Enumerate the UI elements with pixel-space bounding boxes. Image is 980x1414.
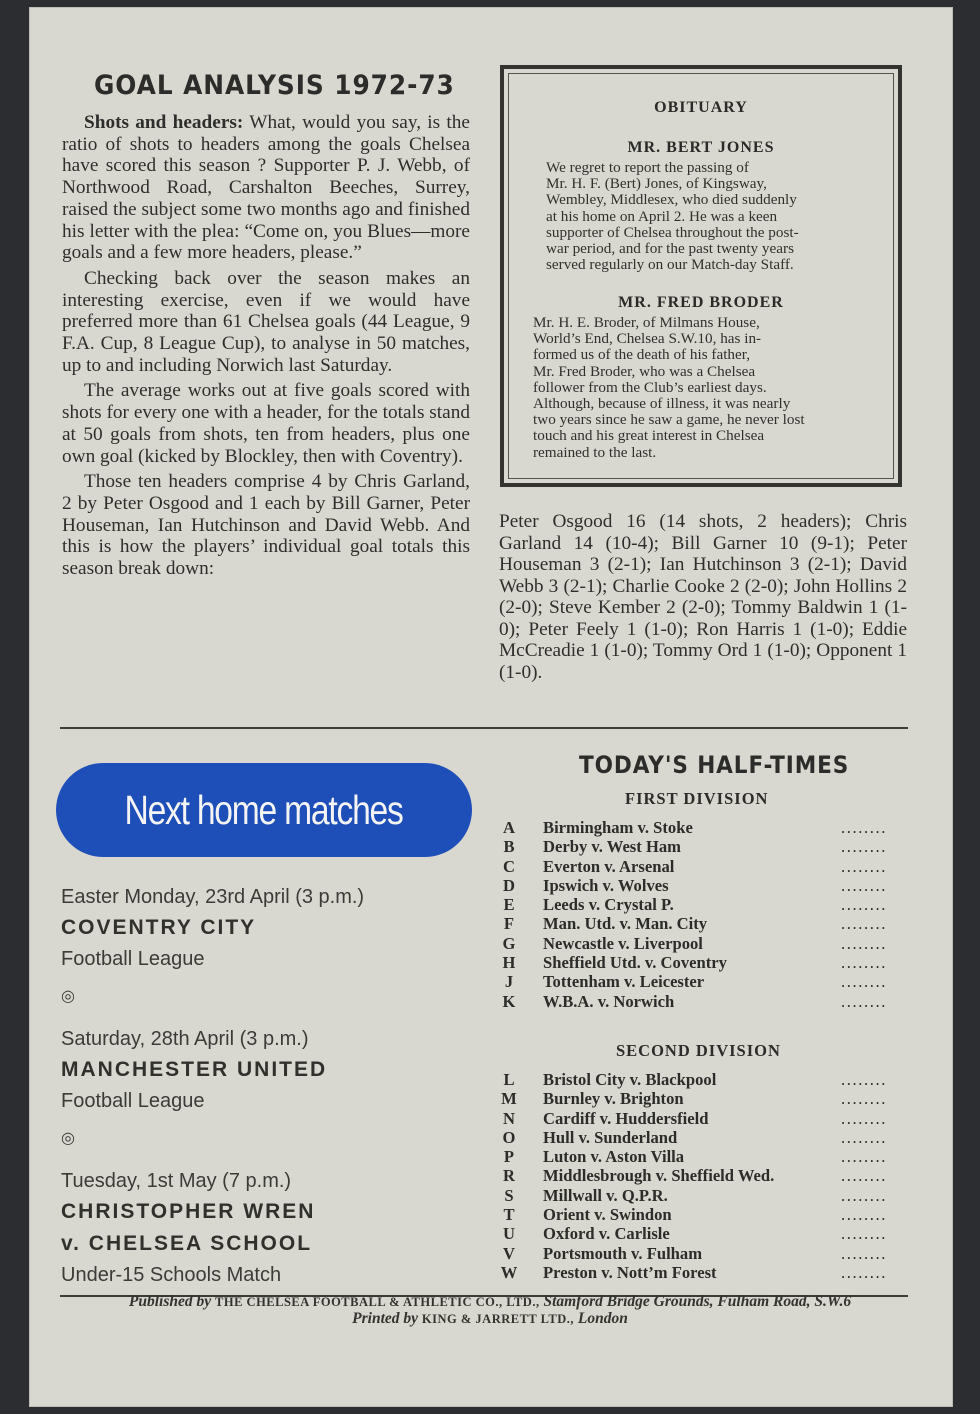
footer-publisher-prefix: Published by (128, 1293, 216, 1310)
footer-publisher (60, 1293, 920, 1311)
fixture-score-blank: ........ (841, 972, 887, 992)
first-division-title: FIRST DIVISION (625, 789, 769, 808)
fixture-match: Bristol City v. Blackpool (543, 1070, 717, 1089)
footer-publisher-address: Stamford Bridge Grounds, Fulham Road, S.W.6 (539, 1293, 852, 1310)
match-opponent: MANCHESTER UNITED (61, 1058, 328, 1081)
obituary-line: Mr. H. E. Broder, of Milmans House, (533, 314, 760, 331)
obituary-line: two years since he saw a game, he never lost (533, 411, 805, 429)
fixture-match: Tottenham v. Leicester (543, 972, 705, 992)
fixture-letter: V (503, 1243, 515, 1263)
fixture-match: Oxford v. Carlisle (543, 1224, 670, 1244)
fixture-letter: D (503, 875, 515, 895)
fixture-row (500, 1070, 920, 1089)
fixture-match: Newcastle v. Liverpool (543, 933, 703, 953)
fixture-match: Leeds v. Crystal P. (543, 895, 674, 915)
fixture-score-blank: ........ (841, 991, 887, 1011)
fixture-score-blank: ........ (841, 1224, 887, 1244)
article-paragraph (62, 112, 470, 264)
obituary-inner-frame (508, 73, 894, 479)
next-home-matches-list (61, 882, 471, 1290)
fixture-match: Orient v. Swindon (543, 1205, 672, 1225)
goal-analysis-title: GOAL ANALYSIS 1972-73 (94, 70, 455, 101)
fixture-row (500, 972, 920, 991)
fixture-row (500, 953, 920, 972)
fixture-letter: F (503, 914, 515, 934)
fixture-match: Ipswich v. Wolves (543, 875, 669, 895)
match-opponent-line2: v. CHELSEA SCHOOL (61, 1232, 313, 1255)
fixture-letter: J (504, 972, 514, 992)
fixture-row (500, 818, 920, 837)
fixture-score-blank: ........ (841, 837, 887, 857)
fixture-row (500, 1186, 920, 1205)
obituary-line: Although, because of illness, it was nearly (533, 395, 791, 413)
fixture-letter: L (503, 1070, 515, 1089)
obituary-line: follower from the Club’s earliest days. (533, 378, 767, 396)
obituary-line: touch and his great interest in Chelsea (533, 427, 765, 445)
fixture-match: Derby v. West Ham (543, 837, 681, 857)
fixture-match: W.B.A. v. Norwich (543, 991, 675, 1011)
fixture-letter: E (503, 895, 515, 915)
fixture-match: Everton v. Arsenal (543, 856, 675, 876)
match-competition: Football League (61, 948, 205, 970)
footer-printer-name: KING & JARRETT LTD., (421, 1312, 574, 1326)
fixture-score-blank: ........ (841, 1262, 887, 1282)
second-division-title: SECOND DIVISION (616, 1041, 781, 1060)
fixture-letter: O (502, 1127, 516, 1147)
fixture-letter: S (504, 1185, 514, 1205)
fixture-score-blank: ........ (841, 1166, 887, 1186)
obituary-title: OBITUARY (654, 99, 748, 116)
article-paragraph: Those ten headers comprise 4 by Chris Garland, 2 by Peter Osgood and 1 each by Bill Garner, Peter Houseman, Ian Hutchinson and David Webb. And this is how the players’ individual goal totals this season break down: (62, 471, 470, 580)
match-separator-icon: ◎ (61, 1130, 75, 1147)
obituary-line: supporter of Chelsea throughout the post- (546, 223, 799, 241)
fixture-letter: H (502, 953, 516, 973)
fixture-match: Portsmouth v. Fulham (543, 1243, 703, 1263)
first-division-fixtures (500, 818, 920, 1011)
fixture-match: Middlesbrough v. Sheffield Wed. (543, 1166, 775, 1186)
obituary-heading-jones: MR. BERT JONES (627, 139, 775, 156)
footer-printer (60, 1310, 920, 1328)
match-date: Easter Monday, 23rd April (3 p.m.) (61, 886, 365, 908)
article-paragraph: Checking back over the season makes an interesting exercise, even if we would have preferred more than 61 Chelsea goals (44 League, 9 F.A. Cup, 8 League Cup), to analyse in 50 matches, up to and including Norwich last Saturday. (62, 267, 470, 376)
fixture-match: Millwall v. Q.P.R. (543, 1185, 668, 1205)
next-home-matches-banner (56, 763, 472, 857)
fixture-letter: P (503, 1147, 515, 1167)
fixture-match: Cardiff v. Huddersfield (543, 1108, 709, 1128)
fixture-row (500, 1128, 920, 1147)
second-division-fixtures (500, 1070, 920, 1282)
match-opponent: COVENTRY CITY (61, 916, 257, 939)
fixture-score-blank: ........ (841, 895, 887, 915)
fixture-score-blank: ........ (841, 875, 887, 895)
obituary-line: World’s End, Chelsea S.W.10, has in- (533, 330, 762, 348)
match-competition: Football League (61, 1090, 205, 1112)
fixture-row (500, 1147, 920, 1166)
fixture-score-blank: ........ (841, 1127, 887, 1147)
fixture-letter: G (502, 933, 516, 953)
fixture-score-blank: ........ (841, 818, 887, 837)
fixture-row (500, 876, 920, 895)
fixture-score-blank: ........ (841, 1147, 887, 1167)
obituary-line: served regularly on our Match-day Staff. (546, 256, 794, 274)
fixture-match: Luton v. Aston Villa (543, 1147, 685, 1167)
article-paragraph: The average works out at five goals scored with shots for every one with a header, for the totals stand at 50 goals from shots, ten from headers, plus one own goal (kicked by Blockley, then with Coventry). (62, 380, 470, 467)
fixture-match: Preston v. Nott’m Forest (543, 1262, 717, 1282)
goal-scorers-list: Peter Osgood 16 (14 shots, 2 headers); Chris Garland 14 (10-4); Bill Garner 10 (9-1); Peter Houseman 3 (2-1); Ian Hutchinson 3 (2-1); David Webb 3 (2-1); Charlie Cooke 2 (2-0); John Hollins 2 (2-0); Steve Kember 2 (2-0); Tommy Baldwin 1 (1-0); Peter Feely 1 (1-0); Ron Harris 1 (1-0); Eddie McCreadie 1 (1-0); Tommy Ord 1 (1-0); Opponent 1 (1-0). (499, 511, 907, 683)
match-opponent: CHRISTOPHER WREN (61, 1200, 316, 1223)
fixture-match: Birmingham v. Stoke (543, 818, 693, 837)
fixture-score-blank: ........ (841, 1185, 887, 1205)
obituary-line: We regret to report the passing of (546, 159, 749, 176)
fixture-row (500, 1224, 920, 1243)
fixture-row (500, 1263, 920, 1282)
fixture-letter: K (502, 991, 516, 1011)
obituary-line: remained to the last. (533, 443, 657, 461)
fixture-letter: R (503, 1166, 515, 1186)
section-divider (60, 727, 908, 729)
fixture-score-blank: ........ (841, 1070, 887, 1089)
fixture-row (500, 934, 920, 953)
obituary-line: war period, and for the past twenty years (546, 240, 794, 258)
programme-page (30, 8, 952, 1406)
fixture-letter: U (503, 1224, 515, 1244)
fixture-row (500, 1109, 920, 1128)
goal-analysis-article (62, 112, 470, 580)
fixture-letter: C (503, 856, 515, 876)
footer-printer-city: London (573, 1310, 628, 1327)
fixture-match: Hull v. Sunderland (543, 1127, 678, 1147)
fixture-score-blank: ........ (841, 1108, 887, 1128)
fixture-letter: N (503, 1108, 515, 1128)
match-separator-icon: ◎ (61, 988, 75, 1005)
obituary-text-broder (533, 315, 879, 461)
fixture-score-blank: ........ (841, 914, 887, 934)
fixture-row (500, 857, 920, 876)
fixture-score-blank: ........ (841, 933, 887, 953)
fixture-score-blank: ........ (841, 856, 887, 876)
fixture-letter: T (503, 1205, 515, 1225)
obituary-heading-broder: MR. FRED BRODER (618, 294, 784, 311)
obituary-text-jones (546, 160, 879, 273)
fixture-match: Man. Utd. v. Man. City (543, 914, 708, 934)
next-home-matches-title: Next home matches (124, 786, 404, 833)
obituary-line: formed us of the death of his father, (533, 346, 751, 364)
fixture-match: Burnley v. Brighton (543, 1089, 684, 1109)
article-text: What, would you say, is the ratio of shots to headers among the goals Chelsea have scored this season ? Supporter P. J. Webb, of Northwood Road, Carshalton Beeches, Surrey, raised the subject some two months ago and finished his letter with the plea: “Come on, you Blues—more goals and a few more headers, please.” (62, 112, 470, 264)
fixture-score-blank: ........ (841, 1205, 887, 1225)
fixture-row (500, 1166, 920, 1185)
fixture-score-blank: ........ (841, 1243, 887, 1263)
fixture-row (500, 837, 920, 856)
fixture-row (500, 1205, 920, 1224)
fixture-letter: M (501, 1089, 517, 1109)
fixture-letter: W (500, 1262, 518, 1282)
obituary-line: at his home on April 2. He was a keen (546, 207, 778, 225)
footer-publisher-name: THE CHELSEA FOOTBALL & ATHLETIC CO., LTD., (215, 1295, 540, 1309)
half-times-title: TODAY'S HALF-TIMES (579, 751, 850, 779)
fixture-letter: B (503, 837, 515, 857)
match-competition: Under-15 Schools Match (61, 1264, 282, 1286)
fixture-letter: A (503, 818, 515, 837)
footer-printer-prefix: Printed by (352, 1310, 422, 1327)
fixture-match: Sheffield Utd. v. Coventry (543, 953, 727, 973)
obituary-line: Mr. H. F. (Bert) Jones, of Kingsway, (546, 175, 767, 193)
article-lead: Shots and headers: (84, 112, 244, 133)
fixture-score-blank: ........ (841, 1089, 887, 1109)
obituary-line: Wembley, Middlesex, who died suddenly (546, 191, 797, 209)
fixture-row (500, 992, 920, 1011)
match-date: Tuesday, 1st May (7 p.m.) (61, 1170, 292, 1192)
obituary-box (500, 65, 902, 487)
fixture-row (500, 1244, 920, 1263)
fixture-row (500, 914, 920, 933)
match-date: Saturday, 28th April (3 p.m.) (61, 1028, 309, 1050)
fixture-row (500, 895, 920, 914)
fixture-row (500, 1089, 920, 1108)
obituary-line: Mr. Fred Broder, who was a Chelsea (533, 362, 756, 380)
fixture-score-blank: ........ (841, 953, 887, 973)
